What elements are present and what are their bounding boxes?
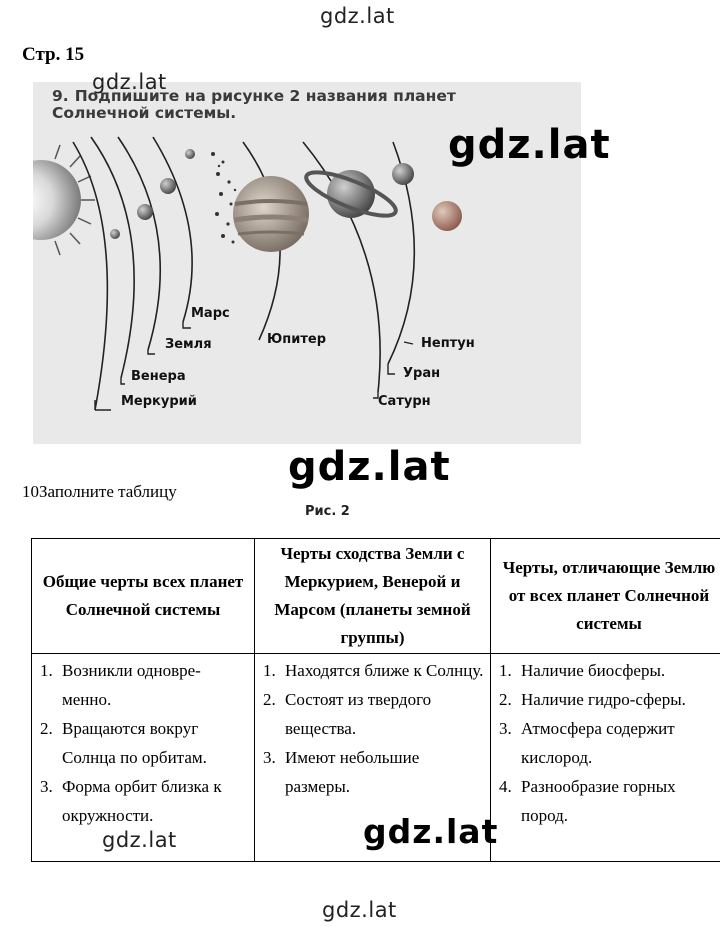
watermark: gdz.lat [102, 828, 177, 852]
list-item: 1. Находятся ближе к Солнцу. [263, 661, 484, 680]
watermark-header: gdz.lat [320, 4, 395, 28]
mars-planet [185, 149, 195, 159]
label-mercury: Меркурий [121, 394, 197, 409]
list-item: 2. Состоят из твердого вещества. [263, 690, 432, 738]
mercury-planet [110, 229, 120, 239]
label-earth: Земля [165, 337, 212, 352]
list [499, 656, 720, 830]
watermark-large: gdz.lat [448, 122, 611, 168]
list-item: 1. Возникли одновре-менно. [40, 661, 201, 709]
task-10-title: 10Заполните таблицу [22, 482, 177, 501]
list-item: 4. Разнообразие горных пород. [499, 777, 676, 825]
task-9-number: 9. [52, 87, 69, 105]
asteroid-belt [211, 152, 236, 244]
list [40, 656, 248, 830]
task-9-instruction: Подпишите на рисунке 2 названия планет Солнечной системы. [52, 87, 456, 122]
watermark-large: gdz.lat [363, 812, 499, 851]
uranus-planet [392, 163, 414, 185]
list-item: 3. Атмосфера содержит кислород. [499, 719, 675, 767]
watermark: gdz.lat [92, 70, 167, 94]
venus-planet [137, 204, 153, 220]
table-header-row [32, 539, 720, 654]
watermark-footer: gdz.lat [322, 898, 397, 922]
table-cell [491, 654, 720, 862]
label-jupiter: Юпитер [267, 332, 327, 347]
figure-caption: Рис. 2 [305, 504, 350, 519]
label-neptune: Нептун [421, 336, 475, 351]
watermark-large: gdz.lat [288, 444, 451, 490]
list-item: 3. Форма орбит близка к окружности. [40, 777, 222, 825]
sun [33, 145, 95, 255]
label-uranus: Уран [403, 366, 441, 381]
earth-planet [160, 178, 176, 194]
table-header-cell: Общие черты всех планет Солнечной системы [32, 539, 255, 654]
label-saturn: Сатурн [378, 394, 431, 409]
table-header-cell: Черты, отличающие Землю от всех планет Солнечной системы [491, 539, 720, 654]
label-venus: Венера [131, 369, 186, 384]
neptune-planet [432, 201, 462, 231]
list-item: 1. Наличие биосферы. [499, 661, 666, 680]
list [263, 656, 484, 801]
saturn-planet [302, 164, 401, 224]
table-header-cell: Черты сходства Земли с Меркурием, Венерой и Марсом (планеты земной группы) [255, 539, 491, 654]
label-mars: Марс [191, 306, 230, 321]
list-item: 2. Наличие гидро-сферы. [499, 690, 686, 709]
jupiter-planet [233, 176, 309, 252]
list-item: 3. Имеют небольшие размеры. [263, 748, 420, 796]
page-label: Стр. 15 [22, 44, 85, 65]
list-item: 2. Вращаются вокруг Солнца по орбитам. [40, 719, 207, 767]
